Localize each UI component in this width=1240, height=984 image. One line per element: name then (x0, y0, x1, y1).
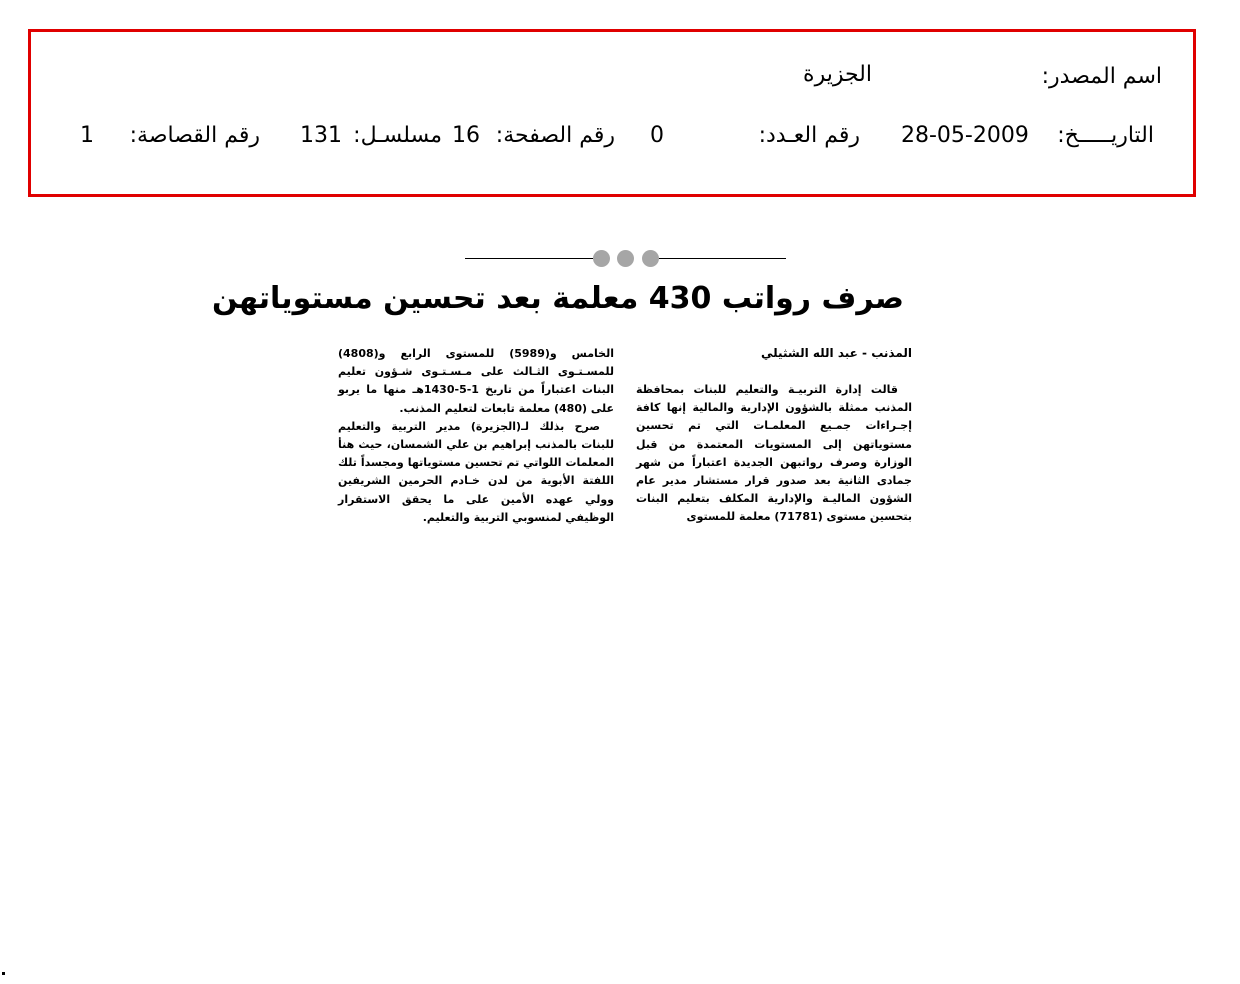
ornament-dot (617, 250, 634, 267)
article-paragraph: صرح بذلك لـ(الجزيرة) مدير التربية والتعليم للبنات بالمذنب إبراهيم بن علي الشمسان، حيث هنأ المعلمات اللواتي تم تحسين مستوياتها ومجسداً تلك اللفتة الأبوية من لدن خـادم الحرمين الشريفين وولي عهده الأمين على ما يحقق الاستقرار الوظيفي لمنسوبي التربية والتعليم. (338, 419, 614, 524)
issue-label: رقم العـدد: (758, 123, 860, 148)
article-byline: المذنب - عبد الله الشثيلي (761, 346, 912, 360)
clipping-metadata-box (28, 29, 1196, 197)
page-value: 16 (452, 123, 480, 148)
article-headline: صرف رواتب 430 معلمة بعد تحسين مستوياتهن (211, 281, 904, 316)
clip-label: رقم القصاصة: (129, 123, 260, 148)
clip-value: 1 (80, 123, 94, 148)
date-label: التاريـــــخ: (1057, 123, 1154, 148)
page-label: رقم الصفحة: (495, 123, 615, 148)
source-label: اسم المصدر: (1041, 64, 1162, 89)
article-paragraph: قالت إدارة التربيـة والتعليم للبنات بمحافظة المذنب ممثلة بالشؤون الإدارية والمالية إنها كافة إجـراءات جمـيع المعلمـات التي تم تحسين مستوياتهن إلى المستويات المعتمدة من قبل الوزارة وصرف رواتبهن الجديدة اعتباراً من شهر جمادى الثانية بعد صدور قرار مستشار مدير عام الشؤون الماليـة والإدارية المكلف بتعليم البنات بتحسين مستوى (71781) معلمة للمستوى (636, 383, 912, 524)
article-column-right (636, 381, 912, 529)
date-value: 28-05-2009 (901, 123, 1029, 148)
headline-rule-left (465, 258, 593, 259)
serial-value: 131 (300, 123, 342, 148)
ornament-dot (593, 250, 610, 267)
serial-label: مسلسـل: (353, 123, 442, 148)
source-value: الجزيرة (803, 62, 872, 87)
article-paragraph: الخامس و(5989) للمستوى الرابع و(4808) للمسـتـوى الثـالث على مـسـتـوى شـؤون تعليم البنات اعتباراً من تاريخ 1-5-1430هـ منها ما يربو على (480) معلمة تابعات لتعليم المذنب. (338, 347, 614, 415)
ornament-dot (642, 250, 659, 267)
issue-value: 0 (650, 123, 664, 148)
article-column-left (338, 345, 614, 531)
scan-speck (2, 972, 5, 975)
headline-rule-right (659, 258, 786, 259)
